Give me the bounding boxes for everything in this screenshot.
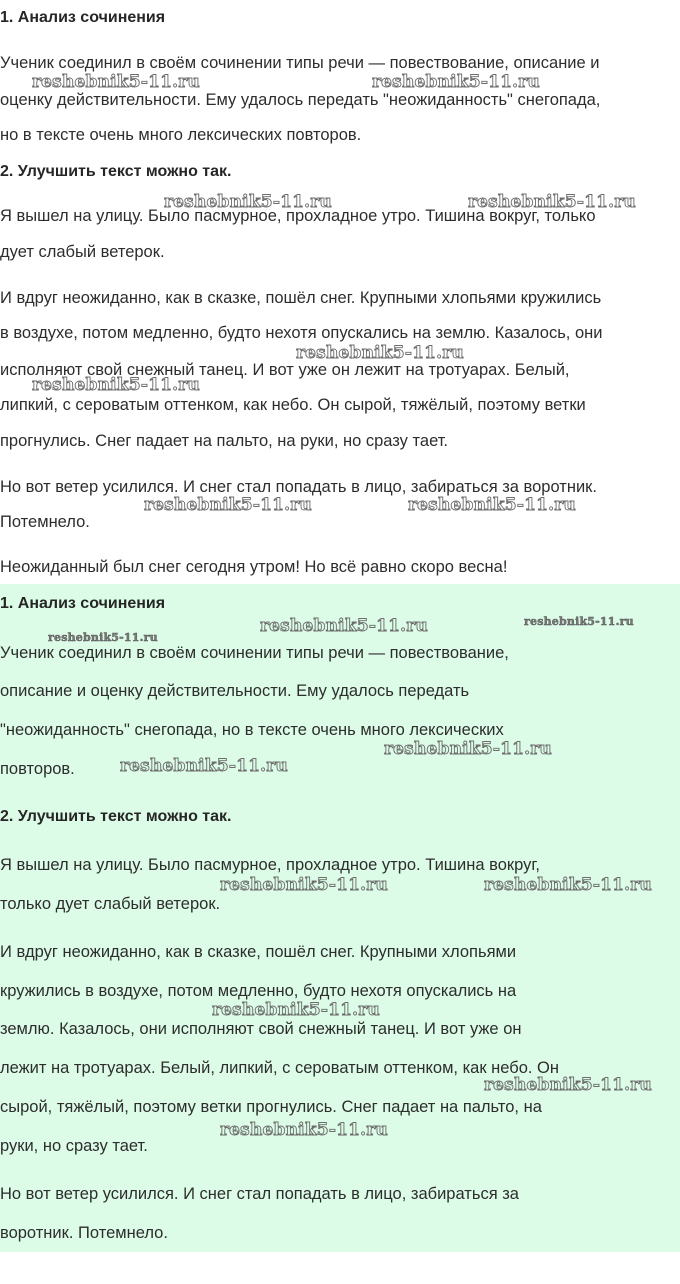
text-line: кружились в воздухе, потом медленно, будто нехотя опускались на — [0, 982, 517, 1000]
watermark: reshebnik5-11.ru — [220, 1120, 388, 1140]
watermark: reshebnik5-11.ru — [212, 1000, 380, 1020]
text-line: Я вышел на улицу. Было пасмурное, прохладное утро. Тишина вокруг, только — [0, 207, 596, 225]
watermark: reshebnik5-11.ru — [484, 1075, 652, 1095]
text-line: исполняют свой снежный танец. И вот уже он лежит на тротуарах. Белый, — [0, 361, 570, 379]
analysis-line: описание и оценку действительности. Ему удалось передать — [0, 682, 470, 700]
text-line: Я вышел на улицу. Было пасмурное, прохладное утро. Тишина вокруг, — [0, 856, 540, 874]
watermark: reshebnik5-11.ru — [144, 495, 312, 515]
watermark: reshebnik5-11.ru — [32, 375, 200, 395]
text-line: липкий, с сероватым оттенком, как небо. Он сырой, тяжёлый, поэтому ветки — [0, 396, 586, 414]
text-line: руки, но сразу тает. — [0, 1137, 148, 1155]
text-line: прогнулись. Снег падает на пальто, на руки, но сразу тает. — [0, 432, 449, 450]
watermark: reshebnik5-11.ru — [260, 616, 428, 636]
text-line: Неожиданный был снег сегодня утром! Но всё равно скоро весна! — [0, 558, 508, 576]
heading-analysis: 1. Анализ сочинения — [0, 595, 166, 612]
analysis-line: повторов. — [0, 760, 75, 778]
analysis-line: Ученик соединил в своём сочинении типы речи — повествование, — [0, 644, 509, 662]
watermark: reshebnik5-11.ru — [384, 739, 552, 759]
watermark: reshebnik5-11.ru — [468, 192, 636, 212]
watermark: reshebnik5-11.ru — [220, 875, 388, 895]
analysis-line: но в тексте очень много лексических повторов. — [0, 126, 362, 144]
text-line: Но вот ветер усилился. И снег стал попадать в лицо, забираться за воротник. — [0, 478, 597, 496]
watermark: reshebnik5-11.ru — [32, 72, 200, 92]
watermark: reshebnik5-11.ru — [372, 72, 540, 92]
analysis-line: оценку действительности. Ему удалось передать "неожиданность" снегопада, — [0, 91, 601, 109]
text-line: Потемнело. — [0, 513, 90, 531]
watermark: reshebnik5-11.ru — [164, 192, 332, 212]
watermark: reshebnik5-11.ru — [48, 631, 158, 644]
text-line: только дует слабый ветерок. — [0, 895, 221, 913]
text-line: дует слабый ветерок. — [0, 243, 165, 261]
watermark: reshebnik5-11.ru — [120, 756, 288, 776]
heading-improve: 2. Улучшить текст можно так. — [0, 808, 232, 825]
text-line: в воздухе, потом медленно, будто нехотя опускались на землю. Казалось, они — [0, 324, 603, 342]
text-line: И вдруг неожиданно, как в сказке, пошёл снег. Крупными хлопьями кружились — [0, 289, 602, 307]
heading-improve: 2. Улучшить текст можно так. — [0, 163, 232, 180]
text-line: лежит на тротуарах. Белый, липкий, с сероватым оттенком, как небо. Он — [0, 1059, 560, 1077]
watermark: reshebnik5-11.ru — [484, 875, 652, 895]
answer-block-2 — [0, 584, 680, 1252]
watermark: reshebnik5-11.ru — [524, 615, 634, 628]
text-line: И вдруг неожиданно, как в сказке, пошёл снег. Крупными хлопьями — [0, 943, 517, 961]
text-line: землю. Казалось, они исполняют свой снежный танец. И вот уже он — [0, 1020, 522, 1038]
text-line: Но вот ветер усилился. И снег стал попадать в лицо, забираться за — [0, 1185, 519, 1203]
text-line: воротник. Потемнело. — [0, 1224, 168, 1242]
heading-analysis: 1. Анализ сочинения — [0, 9, 166, 26]
watermark: reshebnik5-11.ru — [296, 343, 464, 363]
analysis-line: Ученик соединил в своём сочинении типы речи — повествование, описание и — [0, 54, 600, 72]
text-line: сырой, тяжёлый, поэтому ветки прогнулись. Снег падает на пальто, на — [0, 1098, 542, 1116]
watermark: reshebnik5-11.ru — [408, 495, 576, 515]
answer-block-1 — [0, 0, 680, 584]
analysis-line: "неожиданность" снегопада, но в тексте очень много лексических — [0, 721, 504, 739]
